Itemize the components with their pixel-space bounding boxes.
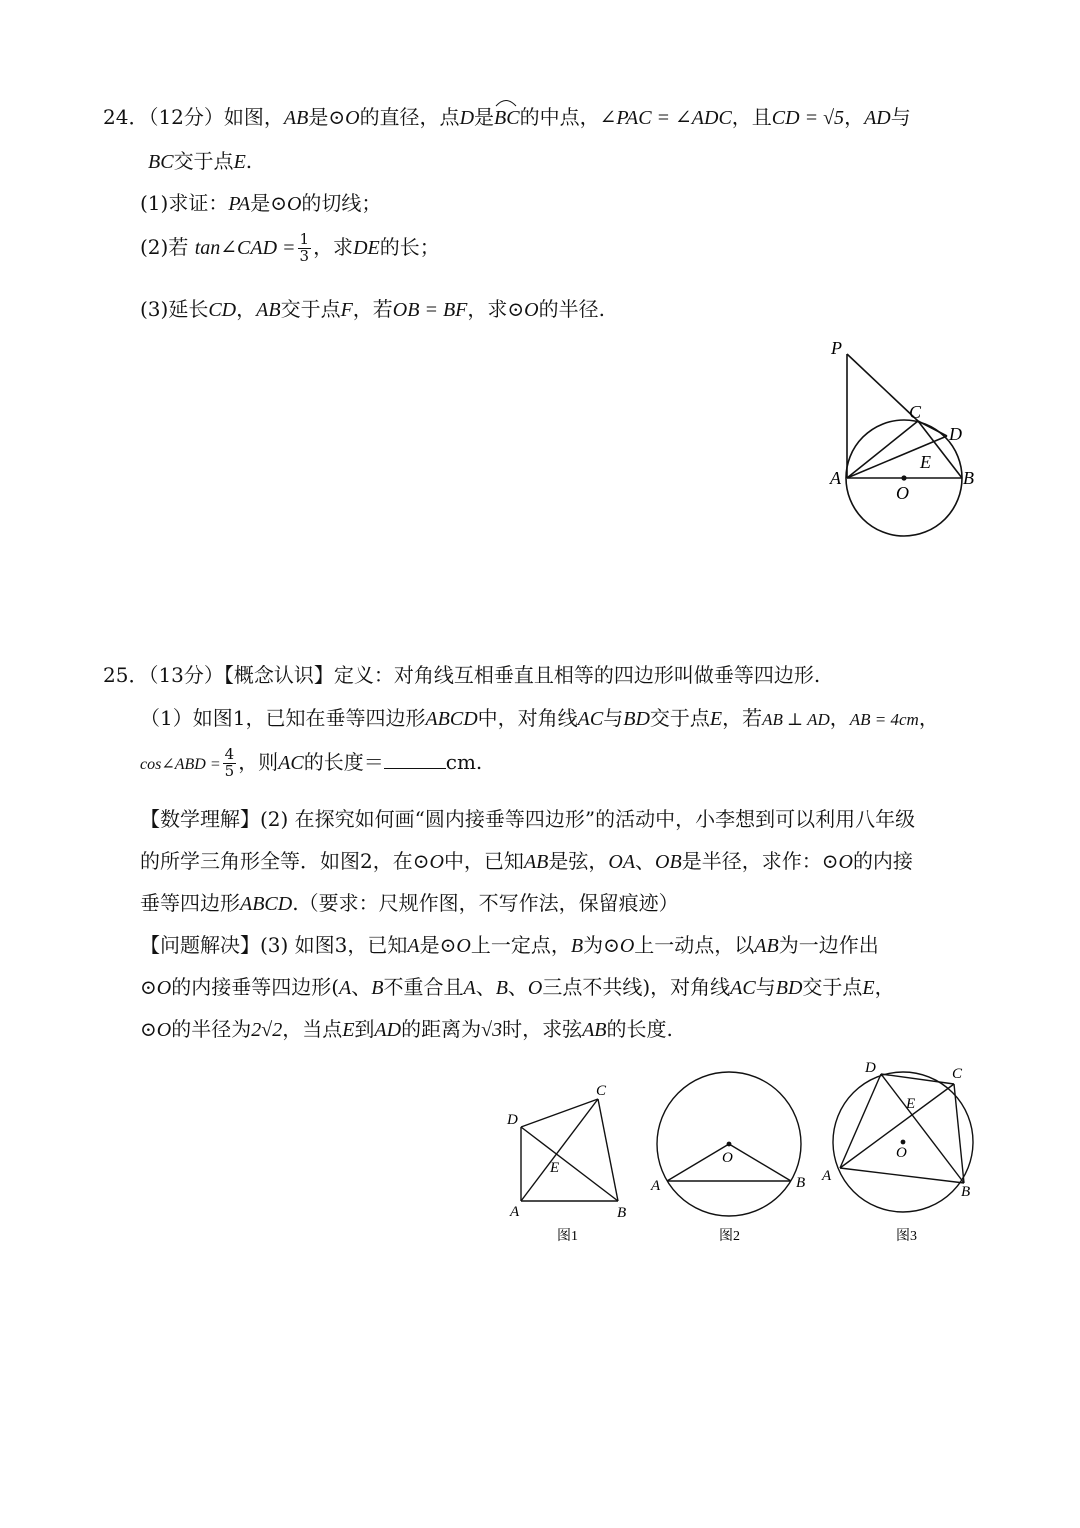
q25-figure-1 xyxy=(500,1080,640,1250)
fraction-four-fifths: $\frac{4}{5}$ xyxy=(224,745,235,780)
q25-part2-line3: 垂等四边形ABCD.（要求：尺规作图，不写作法，保留痕迹） xyxy=(140,891,679,915)
fig1-CB xyxy=(598,1099,618,1201)
q25-figure-2 xyxy=(645,1070,815,1250)
fig2-caption: 图2 xyxy=(719,1229,740,1244)
q25-part3-line3: ⊙O的半径为2√2，当点E到AD的距离为√3时，求弦AB的长度. xyxy=(140,1017,673,1041)
segment-CD xyxy=(918,421,947,436)
fig1-label-E: E xyxy=(550,1160,560,1176)
q25-part3-line2: ⊙O的内接垂等四边形(A、B不重合且A、B、O三点不共线)，对角线AC与BD交于点E， xyxy=(140,975,895,999)
q25-part2-line2: 的所学三角形全等．如图2，在⊙O中，已知AB是弦，OA、OB是半径，求作：⊙O的内接 xyxy=(140,849,913,873)
q24-part1: (1)求证：PA是⊙O的切线； xyxy=(140,191,382,215)
fig1-DC xyxy=(521,1099,598,1127)
fig2-label-O: O xyxy=(722,1150,733,1166)
fig3-label-O: O xyxy=(896,1145,907,1161)
label-A: A xyxy=(830,468,841,488)
fig2-center-dot xyxy=(727,1142,732,1147)
q24-part3: (3)延长CD，AB交于点F，若OB = BF，求⊙O的半径. xyxy=(140,297,605,321)
fig3-AD xyxy=(840,1074,881,1168)
fig3-label-A: A xyxy=(822,1168,832,1184)
center-dot xyxy=(901,475,906,480)
q24-number: 24． xyxy=(103,105,149,129)
segment-AD xyxy=(847,436,947,478)
fig1-label-D: D xyxy=(507,1112,518,1128)
fig3-caption: 图3 xyxy=(896,1229,917,1244)
q24-line2: BC交于点E. xyxy=(148,149,253,173)
answer-blank xyxy=(384,750,446,769)
fig1-DB xyxy=(521,1127,618,1201)
label-D: D xyxy=(949,424,962,444)
q25-part3-line1: 【问题解决】(3) 如图3，已知A是⊙O上一定点，B为⊙O上一动点，以AB为一边作出 xyxy=(140,933,879,957)
label-E: E xyxy=(920,452,931,472)
q25-part1-line2: cos∠ABD = $\frac{4}{5}$ ，则AC的长度＝ cm. xyxy=(140,745,483,780)
fig1-AC xyxy=(521,1099,598,1201)
fig3-BA xyxy=(840,1168,964,1183)
fig2-OB xyxy=(729,1144,791,1181)
fig2-OA xyxy=(667,1144,729,1181)
q25-part1-line1: （1）如图1，已知在垂等四边形ABCD中，对角线AC与BD交于点E，若AB ⊥ AD，AB = 4cm， xyxy=(140,706,939,730)
fig1-caption: 图1 xyxy=(557,1229,578,1244)
label-P: P xyxy=(831,338,842,358)
arc-BC: BC xyxy=(494,105,520,131)
fig3-label-D: D xyxy=(865,1060,876,1076)
label-B: B xyxy=(963,468,974,488)
segment-AC xyxy=(847,421,918,478)
fig3-DC xyxy=(881,1074,954,1084)
fig2-label-B: B xyxy=(796,1175,806,1191)
label-O: O xyxy=(896,483,909,503)
q25-number: 25． xyxy=(103,663,149,687)
q25-line1: 25．（13分）【概念认识】定义：对角线互相垂直且相等的四边形叫做垂等四边形. xyxy=(103,663,821,687)
arc-mark-icon xyxy=(494,97,518,107)
fig1-label-B: B xyxy=(617,1205,627,1221)
fig3-label-E: E xyxy=(906,1096,916,1112)
fraction-one-third: $\frac{1}{3}$ xyxy=(299,230,310,265)
q24-figure xyxy=(825,336,995,546)
fig1-label-A: A xyxy=(510,1204,520,1220)
fig3-label-C: C xyxy=(952,1066,963,1082)
q25-figure-3 xyxy=(818,1058,988,1248)
q25-part2-line1: 【数学理解】(2) 在探究如何画“圆内接垂等四边形”的活动中，小李想到可以利用八年级 xyxy=(140,807,916,831)
fig3-center-dot xyxy=(901,1140,906,1145)
fig2-label-A: A xyxy=(651,1178,661,1194)
fig3-label-B: B xyxy=(961,1184,971,1200)
q24-line1: 24．（12分）如图，AB是⊙O的直径，点D是 BC的中点，∠PAC = ∠ADC，且CD = √5，AD与 xyxy=(103,104,911,131)
segment-PC xyxy=(847,354,918,421)
label-C: C xyxy=(909,402,922,422)
fig1-label-C: C xyxy=(596,1083,607,1099)
q24-part2: (2)若 tan∠CAD = $\frac{1}{3}$ ，求DE的长； xyxy=(140,230,440,265)
